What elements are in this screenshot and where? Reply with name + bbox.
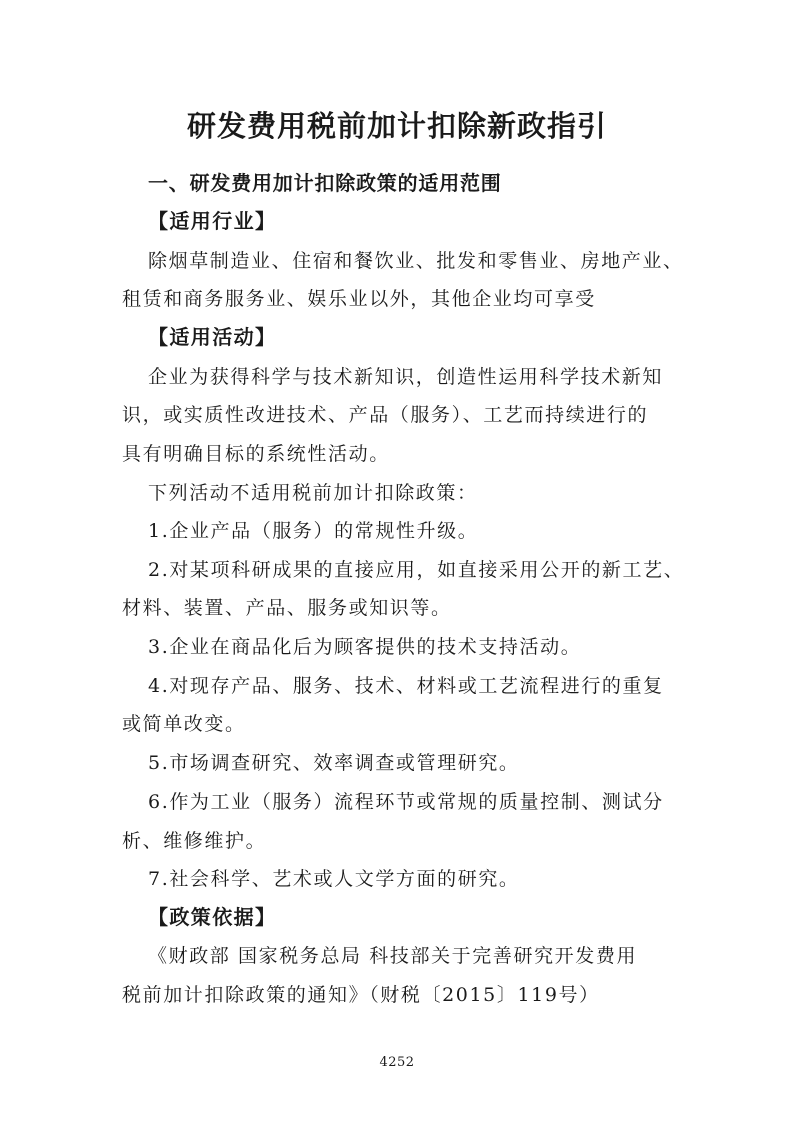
section-heading: 一、研发费用加计扣除政策的适用范围 <box>148 171 502 195</box>
activity-definition-line: 具有明确目标的系统性活动。 <box>122 443 390 465</box>
policy-basis-line: 《财政部 国家税务总局 科技部关于完善研究开发费用 <box>148 945 638 967</box>
excluded-activity-item: 1.企业产品（服务）的常规性升级。 <box>148 520 479 542</box>
applicable-activities-label: 【适用活动】 <box>148 325 277 349</box>
page-number: 4252 <box>379 1055 415 1070</box>
activity-definition-line: 企业为获得科学与技术新知识，创造性运用科学技术新知 <box>148 366 664 388</box>
excluded-activity-item: 4.对现存产品、服务、技术、材料或工艺流程进行的重复 <box>148 675 664 697</box>
excluded-activities-intro: 下列活动不适用税前加计扣除政策： <box>148 482 478 504</box>
excluded-activity-item: 6.作为工业（服务）流程环节或常规的质量控制、测试分 <box>148 791 664 813</box>
applicable-industry-line: 除烟草制造业、住宿和餐饮业、批发和零售业、房地产业、 <box>148 250 684 272</box>
excluded-activity-item: 5.市场调查研究、效率调查或管理研究。 <box>148 752 520 774</box>
excluded-activity-item: 2.对某项科研成果的直接应用，如直接采用公开的新工艺、 <box>148 559 685 581</box>
excluded-activity-item: 材料、装置、产品、服务或知识等。 <box>122 597 452 619</box>
activity-definition-line: 识，或实质性改进技术、产品（服务）、工艺而持续进行的 <box>122 404 649 426</box>
policy-basis-line: 税前加计扣除政策的通知》（财税〔2015〕119号） <box>122 984 600 1006</box>
excluded-activity-item: 7.社会科学、艺术或人文学方面的研究。 <box>148 868 520 890</box>
applicable-industry-label: 【适用行业】 <box>148 209 277 233</box>
excluded-activity-item: 或简单改变。 <box>122 713 246 735</box>
applicable-industry-line: 租赁和商务服务业、娱乐业以外，其他企业均可享受 <box>122 288 596 310</box>
document-title: 研发费用税前加计扣除新政指引 <box>186 109 607 143</box>
excluded-activity-item: 析、维修维护。 <box>122 830 267 852</box>
policy-basis-label: 【政策依据】 <box>148 905 277 929</box>
excluded-activity-item: 3.企业在商品化后为顾客提供的技术支持活动。 <box>148 636 582 658</box>
